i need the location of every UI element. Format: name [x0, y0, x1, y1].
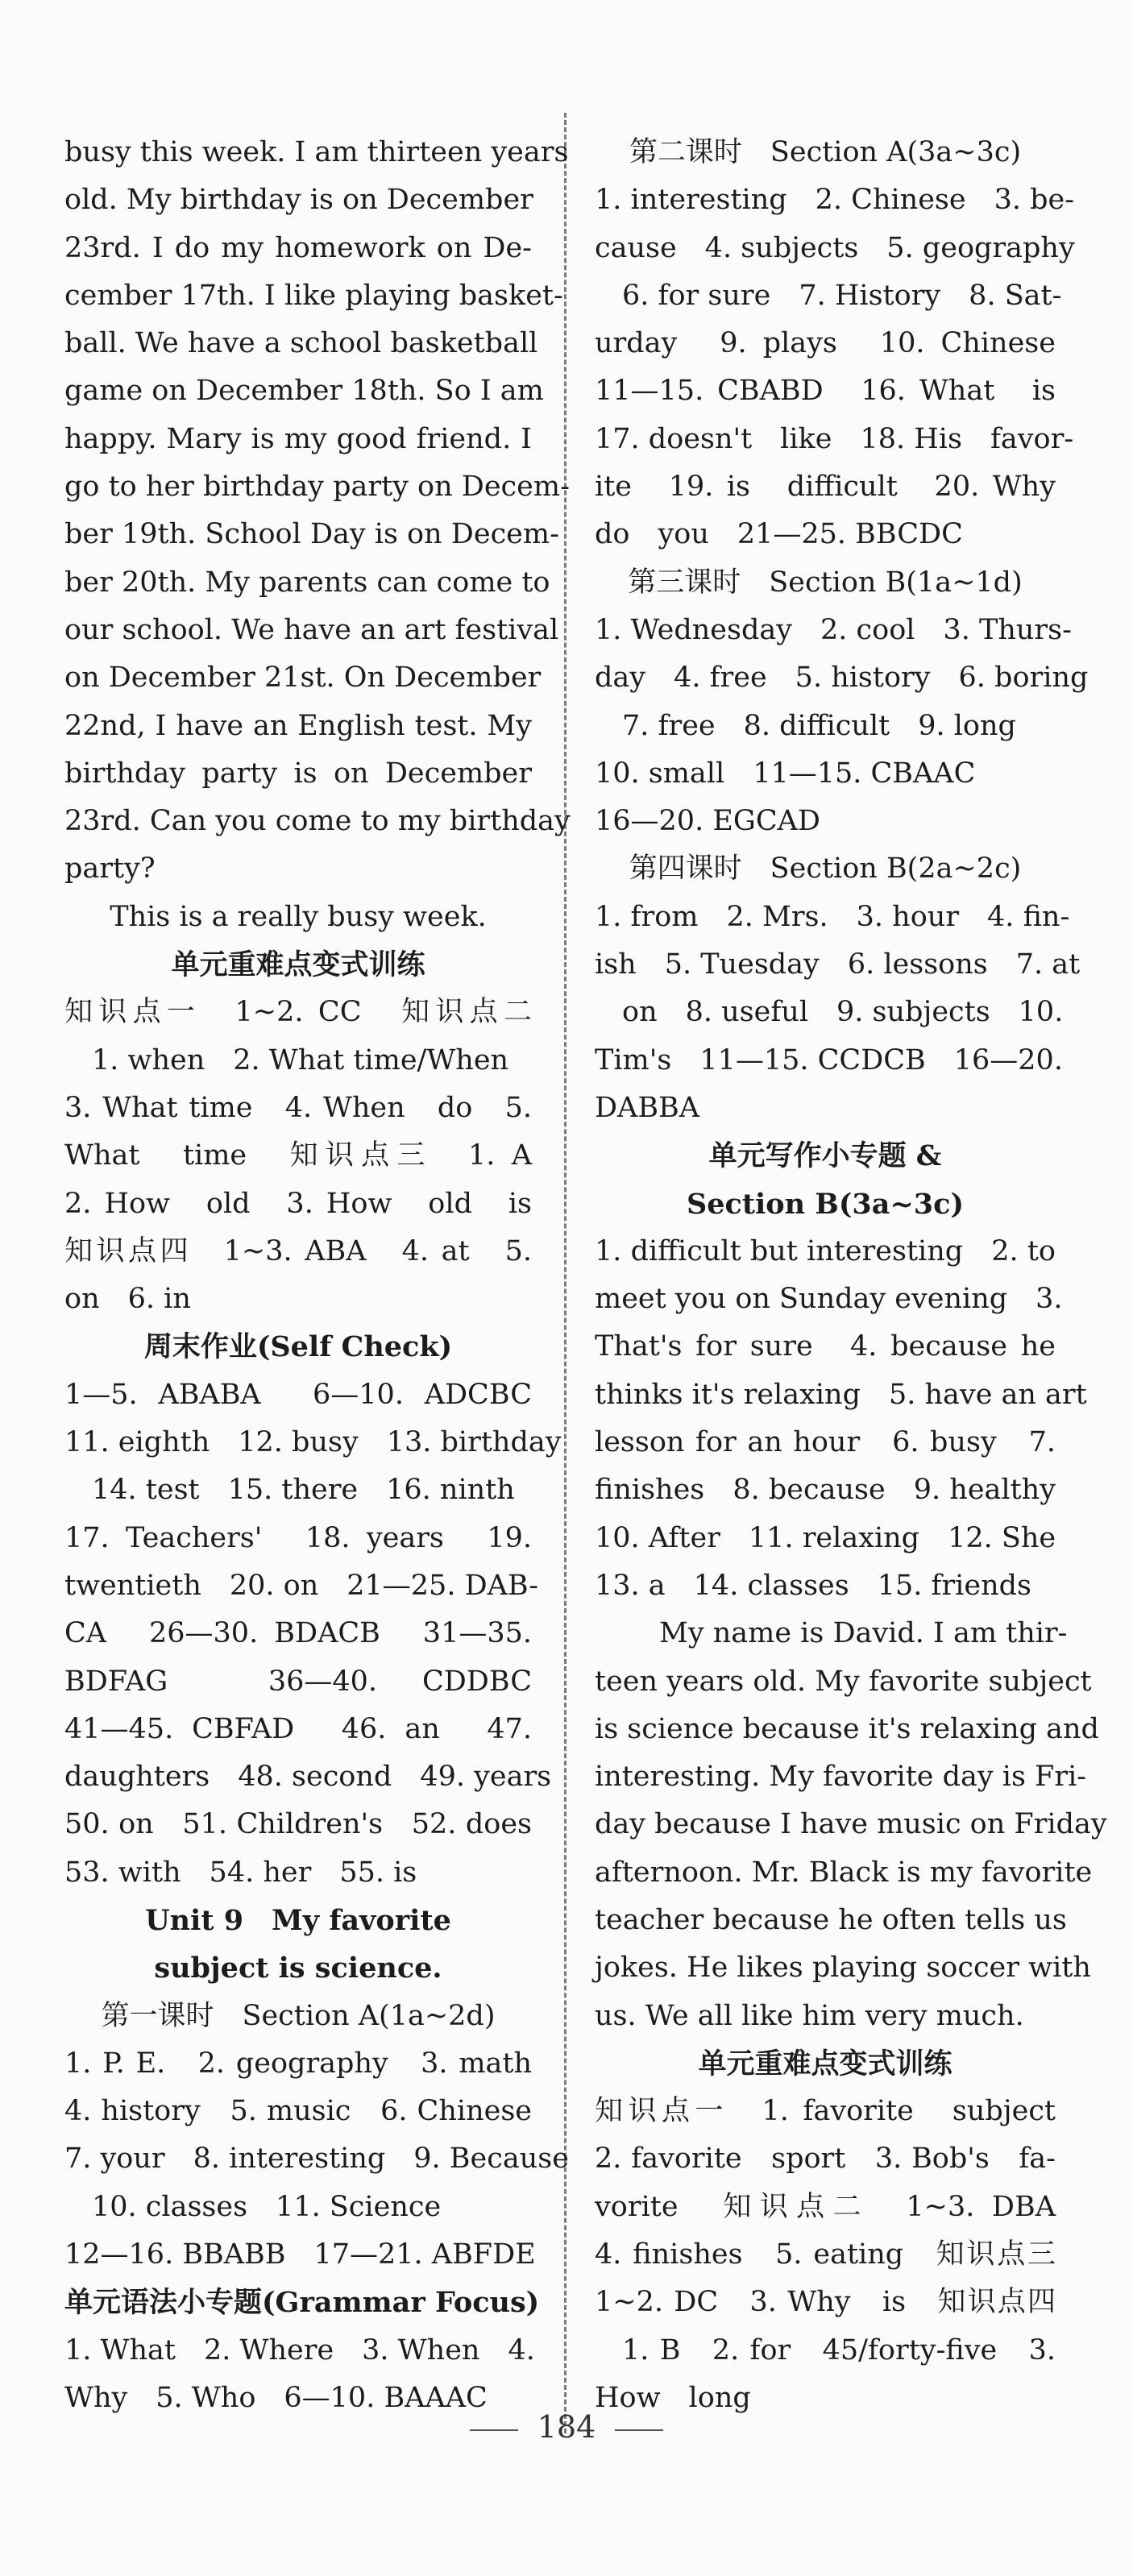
text-line: ber 19th. School Day is on Decem-: [64, 518, 559, 551]
answer-line: 1. when 2. What time/When: [92, 1043, 509, 1076]
answer-line: 17. doesn't like 18. His favor-: [595, 422, 1074, 455]
answer-line: BDFAG 36—40. CDDBC: [64, 1665, 532, 1698]
answer-line: 13. a 14. classes 15. friends: [595, 1569, 1031, 1602]
section-heading: Section B(3a~3c): [686, 1187, 965, 1221]
text-line: ball. We have a school basketball: [64, 327, 538, 360]
answer-line: 17. Teachers' 18. years 19.: [64, 1521, 532, 1554]
answer-line: 知识点一 1~2. CC 知识点二: [64, 996, 532, 1029]
column-divider: [564, 113, 566, 2433]
answer-line: 4. finishes 5. eating 知识点三: [595, 2238, 1056, 2271]
left-column: [64, 129, 571, 2422]
answer-line: 1~2. DC 3. Why is 知识点四: [595, 2286, 1056, 2319]
answer-line: 3. What time 4. When do 5.: [64, 1091, 532, 1124]
text-line: teacher because he often tells us: [595, 1903, 1067, 1936]
section-heading: 单元语法小专题(Grammar Focus): [64, 2286, 540, 2320]
answer-line: 50. on 51. Children's 52. does: [64, 1808, 532, 1841]
answer-line: finishes 8. because 9. healthy: [595, 1474, 1056, 1507]
text-line: game on December 18th. So I am: [64, 375, 544, 408]
text-line: 22nd, I have an English test. My: [64, 709, 532, 742]
answer-line: 1. B 2. for 45/forty-five 3.: [622, 2333, 1056, 2367]
text-line: teen years old. My favorite subject: [595, 1665, 1092, 1698]
text-line: birthday party is on December: [64, 757, 532, 790]
answer-line: ish 5. Tuesday 6. lessons 7. at: [595, 948, 1081, 981]
lesson-heading: 第一课时 Section A(1a~2d): [101, 1999, 496, 2032]
text-line: interesting. My favorite day is Fri-: [595, 1761, 1087, 1794]
text-line: happy. Mary is my good friend. I: [64, 422, 532, 455]
answer-line: 7. free 8. difficult 9. long: [622, 709, 1016, 742]
text-line: busy this week. I am thirteen years: [64, 136, 569, 168]
text-line: is science because it's relaxing and: [595, 1712, 1099, 1745]
answer-line: urday 9. plays 10. Chinese: [595, 327, 1056, 360]
answer-line: 1. Wednesday 2. cool 3. Thurs-: [595, 613, 1072, 646]
answer-line: Tim's 11—15. CCDCB 16—20.: [595, 1043, 1063, 1076]
footer-dash-left: [470, 2429, 518, 2431]
text-line: party?: [64, 852, 156, 886]
unit-title: Unit 9 My favorite: [145, 1903, 451, 1937]
answer-line: That's for sure 4. because he: [595, 1330, 1056, 1363]
lesson-heading: 第二课时 Section A(3a~3c): [629, 136, 1022, 168]
text-line: go to her birthday party on Decem-: [64, 471, 570, 504]
answer-line: do you 21—25. BBCDC: [595, 518, 963, 551]
answer-line: 6. for sure 7. History 8. Sat-: [622, 279, 1062, 312]
answer-line: twentieth 20. on 21—25. DAB-: [64, 1569, 539, 1602]
answer-line: 1. from 2. Mrs. 3. hour 4. fin-: [595, 900, 1070, 933]
lesson-heading: 第四课时 Section B(2a~2c): [629, 852, 1022, 886]
lesson-heading: 第三课时 Section B(1a~1d): [628, 566, 1023, 599]
answer-line: cause 4. subjects 5. geography: [595, 231, 1075, 264]
answer-line: 14. test 15. there 16. ninth: [92, 1474, 515, 1507]
answer-line: 10. small 11—15. CBAAC: [595, 757, 976, 790]
answer-line: 2. How old 3. How old is: [64, 1187, 532, 1220]
answer-line: 41—45. CBFAD 46. an 47.: [64, 1712, 532, 1745]
answer-line: daughters 48. second 49. years: [64, 1761, 552, 1794]
text-line: afternoon. Mr. Black is my favorite: [595, 1856, 1093, 1889]
text-line: on December 21st. On December: [64, 662, 542, 695]
page-number: 184: [537, 2409, 596, 2445]
answer-line: on 6. in: [64, 1283, 191, 1316]
answer-line: 7. your 8. interesting 9. Because: [64, 2143, 569, 2176]
answer-line: 知识点一 1. favorite subject: [595, 2095, 1056, 2128]
answer-line: What time 知识点三 1. A: [64, 1139, 532, 1172]
answer-line: 1. difficult but interesting 2. to: [595, 1234, 1056, 1267]
text-line: day because I have music on Friday: [595, 1808, 1107, 1841]
section-heading: 周末作业(Self Check): [143, 1330, 453, 1364]
answer-line: Why 5. Who 6—10. BAAAC: [64, 2381, 488, 2414]
footer-dash-right: [615, 2429, 663, 2431]
text-line: My name is David. I am thir-: [659, 1617, 1068, 1650]
answer-line: 1. P. E. 2. geography 3. math: [64, 2047, 532, 2080]
text-line: This is a really busy week.: [110, 900, 487, 933]
answer-line: 10. classes 11. Science: [92, 2190, 442, 2223]
text-line: cember 17th. I like playing basket-: [64, 279, 563, 312]
text-line: jokes. He likes playing soccer with: [595, 1952, 1091, 1985]
answer-line: day 4. free 5. history 6. boring: [595, 662, 1089, 695]
answer-line: How long: [595, 2381, 751, 2414]
text-line: old. My birthday is on December: [64, 184, 533, 217]
answer-line: 11—15. CBABD 16. What is: [595, 375, 1056, 408]
answer-line: DABBA: [595, 1091, 700, 1124]
answer-line: on 8. useful 9. subjects 10.: [622, 996, 1064, 1029]
text-line: ber 20th. My parents can come to: [64, 566, 550, 599]
right-column: [595, 129, 1107, 2422]
answer-line: 10. After 11. relaxing 12. She: [595, 1521, 1056, 1554]
answer-line: 53. with 54. her 55. is: [64, 1856, 417, 1889]
answer-line: 1. What 2. Where 3. When 4.: [64, 2333, 535, 2367]
answer-line: 12—16. BBABB 17—21. ABFDE: [64, 2238, 536, 2271]
page-footer: [0, 2409, 1133, 2445]
answer-line: meet you on Sunday evening 3.: [595, 1283, 1063, 1316]
text-line: our school. We have an art festival: [64, 613, 559, 646]
section-heading: 单元写作小专题 &: [708, 1139, 942, 1173]
section-heading: 单元重难点变式训练: [171, 948, 425, 982]
answer-line: 11. eighth 12. busy 13. birthday: [64, 1426, 562, 1459]
unit-title: subject is science.: [154, 1952, 442, 1985]
section-heading: 单元重难点变式训练: [698, 2047, 952, 2080]
answer-line: 2. favorite sport 3. Bob's fa-: [595, 2143, 1056, 2176]
answer-line: lesson for an hour 6. busy 7.: [595, 1426, 1056, 1459]
answer-line: 4. history 5. music 6. Chinese: [64, 2095, 532, 2128]
answer-line: 1. interesting 2. Chinese 3. be-: [595, 184, 1075, 217]
answer-line: ite 19. is difficult 20. Why: [595, 471, 1056, 504]
answer-line: vorite 知识点二 1~3. DBA: [595, 2190, 1056, 2223]
answer-line: 1—5. ABABA 6—10. ADCBC: [64, 1378, 532, 1411]
answer-line: 16—20. EGCAD: [595, 805, 820, 838]
answer-line: thinks it's relaxing 5. have an art: [595, 1378, 1087, 1411]
text-line: 23rd. Can you come to my birthday: [64, 805, 571, 838]
text-line: 23rd. I do my homework on De-: [64, 231, 532, 264]
answer-line: 知识点四 1~3. ABA 4. at 5.: [64, 1234, 532, 1267]
answer-line: CA 26—30. BDACB 31—35.: [64, 1617, 532, 1650]
text-line: us. We all like him very much.: [595, 1999, 1024, 2032]
